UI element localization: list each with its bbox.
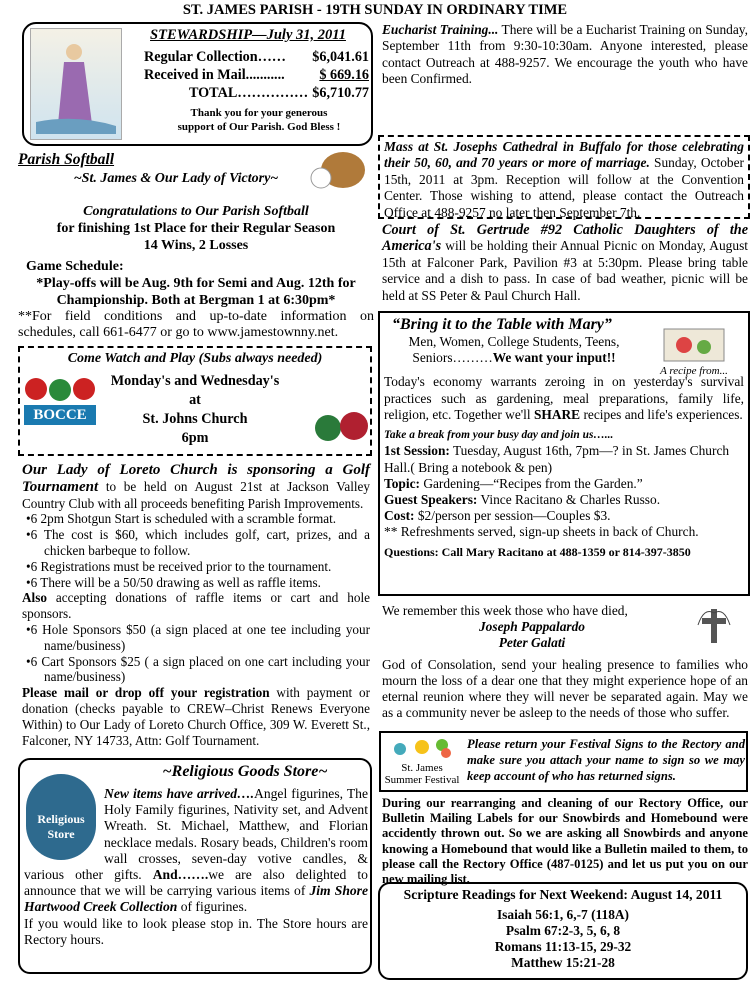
cost-text: $2/person per session—Couples $3. bbox=[414, 508, 611, 524]
info-text: **For field conditions and up-to-date information on schedules, call 661-6477 or go to www.jamestownny.net. bbox=[18, 308, 374, 340]
congrats-text: Congratulations to Our Parish Softball bbox=[83, 203, 309, 219]
questions-text: Questions: Call Mary Racitano at 488-1359 or 814-397-3850 bbox=[384, 544, 691, 559]
scripture-box bbox=[378, 882, 748, 980]
mail-row: Received in Mail........... $ 669.16 bbox=[144, 67, 369, 83]
mailing-labels-text: During our rearranging and cleaning of our Rectory Office, our Bulletin Mailing Labels for our Snowbirds and Homebound were accidently thrown out. So we are asking all Snowbirds and anyone knowing a Homebound that would like a Bulletin mailed to them, to please call the Rectory Office (487-0125) and let us put you on our new mailing list. bbox=[382, 796, 748, 887]
mary-text-2: recipes and life's experiences. bbox=[580, 406, 743, 422]
sponsor-item: •6 Cart Sponsors $25 ( a sign placed on one cart including your name/business) bbox=[22, 654, 370, 686]
speakers-text: Vince Racitano & Charles Russo. bbox=[477, 492, 661, 508]
cost-label: Cost: bbox=[384, 508, 415, 524]
golf-heading: Our Lady of Loreto Church is sponsoring a Golf Tournament bbox=[22, 462, 370, 495]
deceased-name: Peter Galati bbox=[498, 635, 566, 650]
reading: Isaiah 56:1, 6,-7 (118A) bbox=[496, 907, 630, 923]
golf-section bbox=[22, 462, 370, 748]
mail-label: Please mail or drop off your registration bbox=[22, 685, 270, 701]
golf-bullet: •6 Registrations must be received prior to the tournament. bbox=[22, 559, 370, 575]
golf-bullet: •6 There will be a 50/50 drawing as well as raffle items. bbox=[22, 575, 370, 591]
figurines-text: of figurines. bbox=[177, 899, 248, 915]
store-hours: If you would like to look please stop in. The Store hours are Rectory hours. bbox=[24, 915, 368, 947]
softball-section bbox=[18, 152, 374, 341]
mary-box bbox=[378, 311, 750, 596]
announce-text: we are also delighted to announce that we will be carrying various items of bbox=[24, 867, 368, 899]
bocce-place: St. Johns Church bbox=[142, 411, 248, 427]
collection-row: Regular Collection…… $6,041.61 bbox=[144, 49, 369, 65]
stewardship-heading: STEWARDSHIP—July 31, 2011 bbox=[150, 27, 346, 43]
golf-bullet: •6 2pm Shotgun Start is scheduled with a scramble format. bbox=[22, 511, 370, 527]
reading: Matthew 15:21-28 bbox=[511, 955, 615, 971]
thanks-text: Thank you for your generous support of Our Parish. God Bless ! bbox=[177, 107, 341, 133]
festival-text: Please return your Festival Signs to the Rectory and make sure you attach your name to sign so we may keep account of who has returned signs. bbox=[467, 737, 745, 783]
jesus-illustration bbox=[30, 28, 122, 140]
congrats-text-2: for finishing 1st Place for their Regular Season bbox=[56, 220, 336, 236]
page-title: ST. JAMES PARISH - 19TH SUNDAY IN ORDINARY TIME bbox=[182, 2, 568, 18]
daughters-text: will be holding their Annual Picnic on Monday, August 15th at Falconer Park, Pavilion #3 at 5:30pm. Please bring table service and a dish to pass. In case of bad weather, picnic will be held at SS Peter & Paul Church Hall. bbox=[382, 238, 748, 303]
refresh-text: ** Refreshments served, sign-up sheets in back of Church. bbox=[384, 524, 699, 540]
bocce-time: 6pm bbox=[181, 430, 209, 446]
reading: Psalm 67:2-3, 5, 6, 8 bbox=[505, 923, 621, 939]
schedule-label: Game Schedule: bbox=[26, 258, 124, 274]
recipe-book-image: A recipe from... bbox=[642, 315, 746, 377]
golf-intro: to be held on August 21st at Jackson Valley Country Club with all proceeds benefiting Parish Improvements. bbox=[22, 478, 370, 511]
deceased-name: Joseph Pappalardo bbox=[478, 619, 585, 634]
daughters-section bbox=[382, 222, 748, 304]
total-row: TOTAL…………… $6,710.77 bbox=[188, 85, 369, 101]
topic-text: Gardening—“Recipes from the Garden.” bbox=[419, 475, 643, 491]
bocce-at: at bbox=[189, 392, 201, 408]
golf-bullet: •6 The cost is $60, which includes golf, cart, prizes, and a chicken barbeque to follow. bbox=[22, 527, 370, 559]
sponsor-item: •6 Hole Sponsors $50 (a sign placed at one tee including your name/business) bbox=[22, 622, 370, 654]
mail-text: with payment or donation (checks payable to CREW–Christ Renews Everyone Within) to Our Lady of Loreto Church Office, 309 W. Everett St., Falconer, NY 14733, Attn: Golf Tournament. bbox=[22, 685, 370, 748]
eucharist-text: There will be a Eucharist Training on Sunday, September 11th from 9:30-10:30am. Anyone interested, please contact Outreach at 488-9257. We encourage the youth who have been Confirmed. bbox=[382, 22, 748, 87]
mary-want: We want your input!! bbox=[492, 350, 616, 366]
scripture-heading: Scripture Readings for Next Weekend: August 14, 2011 bbox=[403, 887, 723, 902]
festival-logo: St. James Summer Festival bbox=[383, 735, 461, 786]
bocce-logo: BOCCE bbox=[24, 376, 96, 424]
session-text: Tuesday, August 16th, 7pm—? in St. James Church Hall.( Bring a notebook & pen) bbox=[384, 443, 730, 475]
bocce-balls-icon bbox=[314, 406, 370, 449]
record-text: 14 Wins, 2 Losses bbox=[143, 237, 249, 253]
mary-audience: Men, Women, College Students, Teens, Seniors……… bbox=[408, 334, 620, 366]
mass-heading: Mass at St. Josephs Cathedral in Buffalo for those celebrating their 50, 60, and 70 years or more of marriage. bbox=[384, 139, 744, 171]
softball-heading: Parish Softball bbox=[18, 151, 115, 168]
remember-intro: We remember this week those who have died, bbox=[382, 603, 628, 618]
mass-text: Sunday, October 15th, 2011 at 3pm. Reception will follow at the Convention Center. Those wishing to attend, please contact the Outreach Office at 488-9257 no later then September 7th. bbox=[384, 155, 744, 220]
eucharist-heading: Eucharist Training... bbox=[382, 22, 499, 37]
bocce-days: Monday's and Wednesday's bbox=[110, 373, 280, 389]
stewardship-box bbox=[22, 22, 373, 146]
session-label: 1st Session: bbox=[384, 443, 450, 459]
religious-store-logo: Religious Store bbox=[26, 774, 96, 860]
daughters-heading: Court of St. Gertrude #92 Catholic Daughters of the America's bbox=[382, 222, 748, 255]
schedule-text: *Play-offs will be Aug. 9th for Semi and Aug. 12th for Championship. Both at Bergman 1 at 6:30pm* bbox=[36, 275, 356, 308]
break-text: Take a break from your busy day and join us…... bbox=[384, 429, 614, 442]
remember-section bbox=[382, 603, 748, 721]
share-word: SHARE bbox=[533, 406, 581, 422]
softball-subheading: ~St. James & Our Lady of Victory~ bbox=[73, 171, 279, 187]
eucharist-section bbox=[382, 22, 748, 88]
cross-icon bbox=[694, 605, 734, 651]
topic-label: Topic: bbox=[384, 475, 420, 491]
reading: Romans 11:13-15, 29-32 bbox=[494, 939, 632, 955]
baseball-glove-icon bbox=[306, 148, 368, 192]
also-label: Also bbox=[22, 590, 47, 606]
religious-heading: ~Religious Goods Store~ bbox=[162, 763, 328, 780]
religious-store-box bbox=[18, 758, 372, 974]
festival-box bbox=[379, 731, 748, 792]
and-label: And……. bbox=[152, 867, 209, 883]
prayer-text: God of Consolation, send your healing presence to families who mourn the loss of a dear one that they might experience hope of an eternal reunion where they will never be separated again. May we as a community never be asleep to the needs of those who suffer. bbox=[382, 657, 748, 720]
mass-box bbox=[378, 135, 750, 219]
bocce-box bbox=[18, 346, 372, 456]
mary-heading: “Bring it to the Table with Mary” bbox=[392, 316, 612, 333]
new-items-label: New items have arrived…. bbox=[104, 786, 255, 801]
mary-text: Today's economy warrants zeroing in on yesterday's survival practices such as gardening, meal preparations, family life, religion, etc. Together we'll bbox=[384, 374, 744, 422]
speakers-label: Guest Speakers: bbox=[384, 492, 478, 508]
collection-name: Jim Shore Hartwood Creek Collection bbox=[24, 883, 368, 915]
items-text: Angel figurines, The Holy Family figurines, Nativity set, and Advent Wreath. St. Michael, Matthew, and Florian necklace medals. Rosary beads, Children's room wall crosses, seven-day votive candles, & various other gifts. bbox=[24, 786, 368, 883]
also-text: accepting donations of raffle items or cart and hole sponsors. bbox=[22, 590, 370, 622]
bocce-heading: Come Watch and Play (Subs always needed) bbox=[67, 351, 323, 366]
